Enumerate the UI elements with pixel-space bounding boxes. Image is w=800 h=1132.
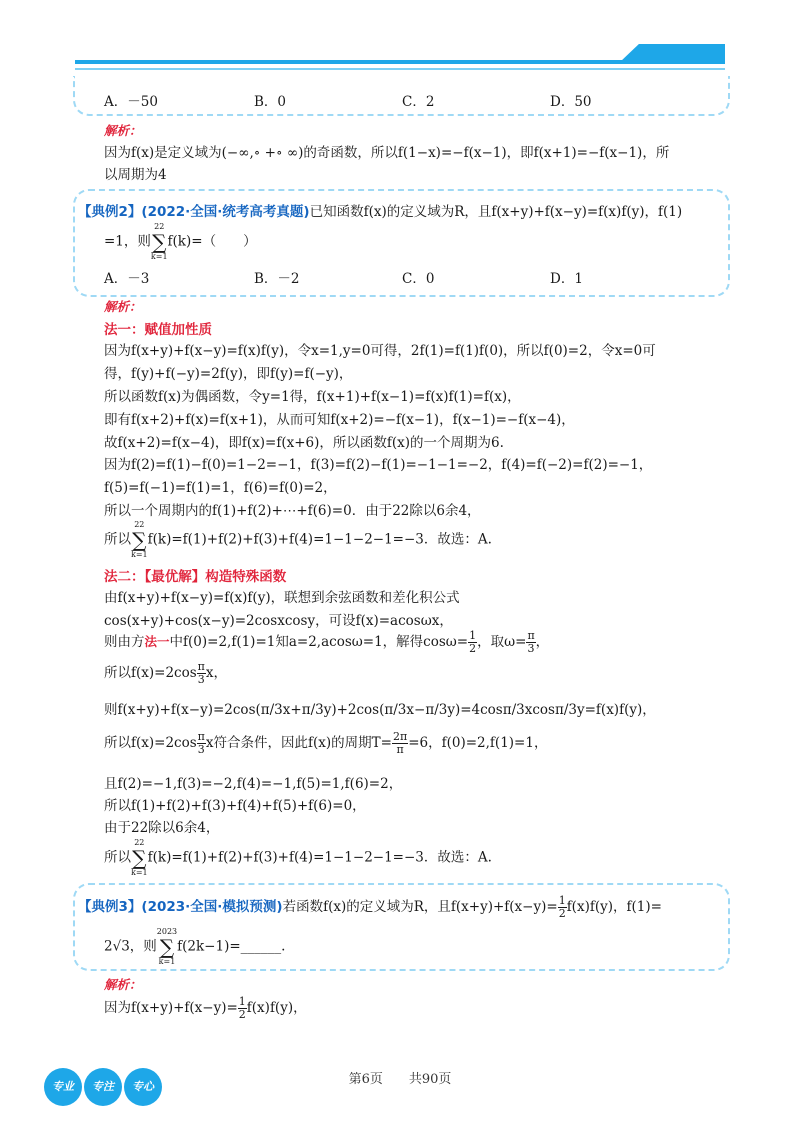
m2-l3d: ， [535,634,550,650]
m1-line5: 故f(x+2)=f(x−4)，即f(x)=f(x+6)，所以函数f(x)的一个周期为6. [104,435,504,451]
m1-line7: f(5)=f(−1)=f(1)=1，f(6)=f(0)=2， [104,480,337,496]
m2-l3a: 则由方 [104,634,145,650]
m1-line6: 因为f(2)=f(1)−f(0)=1−2=−1，f(3)=f(2)−f(1)=−1−1=−2，f(4)=f(−2)=f(2)=−1， [104,457,653,473]
option-b: B．0 [254,94,287,110]
m1-line4: 即有f(x+2)+f(x)=f(x+1)，从而可知f(x+2)=−f(x−1)，f(x−1)=−f(x−4)， [104,412,575,428]
option-a: A．－50 [104,94,158,110]
example2-question-line2 [104,222,257,262]
m1-last-a: 所以 [104,531,131,548]
ex2-option-c: C．0 [402,271,435,287]
sum-upper: 22 [154,222,165,231]
m2-l4a: 所以f(x)=2cos [104,665,197,681]
m2-line3 [104,630,549,655]
badge-zhuanzhu: 专注 [84,1068,122,1106]
m2-line2: cos(x+y)+cos(x−y)=2cosxcosy，可设f(x)=acosωx， [104,613,453,629]
example3-tag: 【典例3】 [78,899,142,915]
m2-line5: 则f(x+y)+f(x−y)=2cos(π/3x+π/3y)+2cos(π/3x−π/3y)=4cosπ/3xcosπ/3y=f(x)f(y)， [104,702,656,718]
example3-question-line2 [104,927,285,967]
fraction: $\frac{\pi}{3}$ [527,629,535,655]
sum-upper: 22 [134,520,145,529]
ex2-option-a: A．－3 [104,271,150,287]
example2-q2b: f(k)=（ ） [167,233,257,250]
summation-symbol: 2023 ∑ k=1 [156,927,178,966]
fraction: $\frac{1}{2}$ [558,894,566,920]
example3-q2a: 2√3，则 [104,938,157,955]
solution-label: 解析： [104,123,142,138]
example3-question-line1 [78,895,662,920]
sol3a: 因为f(x+y)+f(x−y)= [104,1000,238,1016]
example2-question-text: 已知函数f(x)的定义域为R，且f(x+y)+f(x−y)=f(x)f(y)，f(1) [309,204,683,220]
method1-title: 法一：赋值加性质 [104,322,212,338]
m1-last-line [104,520,492,560]
example3-source: (2023·全国·模拟预测) [141,899,283,915]
sum-upper: 2023 [156,927,178,936]
m2-line9: 由于22除以6余4， [104,820,220,836]
m2-l10a: 所以 [104,849,131,866]
m2-l6a: 所以f(x)=2cos [104,735,197,751]
example2-tag: 【典例2】 [78,204,142,220]
sum-upper: 22 [134,838,145,847]
m2-l10b: f(k)=f(1)+f(2)+f(3)+f(4)=1−1−2−1=−3．故选：A. [147,849,492,866]
m1-line2: 得，f(y)+f(−y)=2f(y)，即f(y)=f(−y)， [104,366,353,382]
m2-line8: 所以f(1)+f(2)+f(3)+f(4)+f(5)+f(6)=0， [104,798,366,814]
option-d: D．50 [550,94,592,110]
example3-q2b: f(2k−1)=______. [177,938,286,955]
solution1-line1: 因为f(x)是定义域为(−∞,∘ +∘ ∞)的奇函数，所以f(1−x)=−f(x−1)，即f(x+1)=−f(x−1)，所 [104,145,670,161]
ex2-option-d: D．1 [550,271,583,287]
example2-source: (2022·全国·统考高考真题) [141,204,310,220]
m2-line1: 由f(x+y)+f(x−y)=f(x)f(y)，联想到余弦函数和差化积公式 [104,590,460,606]
page-number: 第6页 共90页 [348,1072,452,1087]
m2-line6 [104,731,547,756]
m2-line7: 且f(2)=−1,f(3)=−2,f(4)=−1,f(5)=1,f(6)=2， [104,776,403,792]
method2-title: 法二：【最优解】构造特殊函数 [104,569,287,585]
m1-line1: 因为f(x+y)+f(x−y)=f(x)f(y)，令x=1,y=0可得，2f(1)=f(1)f(0)，所以f(0)=2，令x=0可 [104,343,656,359]
solution-label-2: 解析： [104,299,142,314]
m1-line3: 所以函数f(x)为偶函数，令y=1得，f(x+1)+f(x−1)=f(x)f(1)=f(x)， [104,389,521,405]
badge-zhuanye: 专业 [44,1068,82,1106]
summation-symbol: 22 ∑ k=1 [131,838,148,877]
fraction: $\frac{\pi}{3}$ [197,660,205,686]
m2-line4 [104,661,227,686]
header-tab [620,44,725,62]
fraction: $\frac{2\pi}{\pi}$ [392,730,408,756]
summation-symbol: 22 ∑ k=1 [150,222,168,261]
summation-symbol: 22 ∑ k=1 [131,520,148,559]
fraction: $\frac{\pi}{3}$ [197,730,205,756]
ex2-option-b: B．－2 [254,271,300,287]
example2-q2a: =1，则 [104,233,151,250]
sol3b: f(x)f(y)， [246,1000,307,1016]
m2-l3-red: 法一 [144,634,170,649]
example2-question-line1 [78,200,682,220]
fraction: $\frac{1}{2}$ [469,629,477,655]
sum-lower: k=1 [131,868,148,877]
sum-lower: k=1 [131,550,148,559]
m2-l6c: =6，f(0)=2,f(1)=1， [408,735,548,751]
m2-line10 [104,838,492,878]
example3-q1b: f(x)f(y)，f(1)= [566,899,662,915]
solution1-line2: 以周期为4 [104,167,167,183]
header-bar-thin [75,68,725,70]
m2-l4b: x， [205,665,228,681]
option-c: C．2 [402,94,435,110]
m2-l3c: ，取ω= [477,634,527,650]
sum-lower: k=1 [158,957,176,966]
sum-lower: k=1 [150,252,168,261]
fraction: $\frac{1}{2}$ [238,995,246,1021]
m1-line8: 所以一个周期内的f(1)+f(2)+⋯+f(6)=0．由于22除以6余4， [104,503,481,519]
solution-label-3: 解析： [104,977,142,992]
m1-last-b: f(k)=f(1)+f(2)+f(3)+f(4)=1−1−2−1=−3．故选：A. [147,531,492,548]
m2-l6b: x符合条件，因此f(x)的周期T= [205,735,392,751]
solution3-line1 [104,996,307,1021]
m2-l3b: 中f(0)=2,f(1)=1知a=2,acosω=1，解得cosω= [169,634,469,650]
example3-q1a: 若函数f(x)的定义域为R，且f(x+y)+f(x−y)= [282,899,558,915]
badge-zhuanxin: 专心 [124,1068,162,1106]
